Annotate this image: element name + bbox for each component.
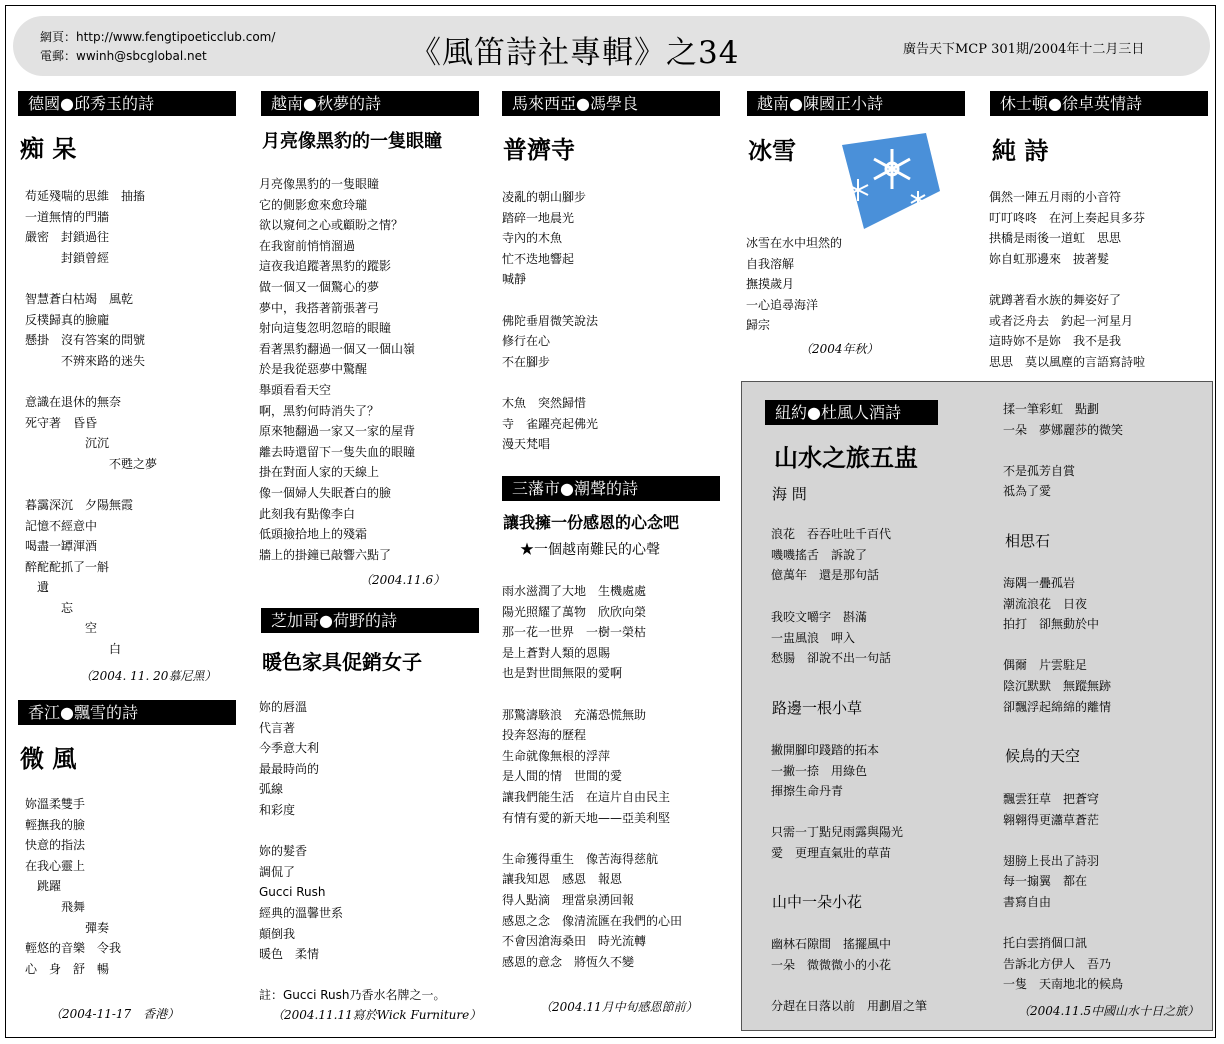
- poem-line: 智慧蒼白枯竭 風乾: [25, 291, 134, 306]
- poem-line: 漫天梵唱: [502, 437, 551, 452]
- poem-body: [746, 233, 842, 336]
- poem-line: 也是對世間無限的愛啊: [502, 666, 623, 681]
- poem-line: 此刻我有點像李白: [259, 506, 356, 521]
- poem-line: 寺 雀躍亮起佛光: [502, 416, 599, 431]
- poet-tag: 紐約●杜風人酒詩: [765, 400, 938, 425]
- poem-body: [502, 187, 598, 455]
- poem-line: 一盅風浪 呷入: [771, 630, 856, 645]
- poet-tag: 香江●飄雪的詩: [18, 700, 236, 725]
- snowflake-illustration: [834, 131, 942, 231]
- poem-line: 歸宗: [746, 318, 771, 333]
- poem-line: [1003, 440, 1123, 461]
- poem-line: 或者泛舟去 釣起一河星月: [989, 313, 1134, 328]
- section-heading: 山中一朵小花: [772, 893, 863, 911]
- poem-date: （2004年秋）: [800, 342, 879, 356]
- poem-line: 最最時尚的: [259, 761, 320, 776]
- poem-line: 修行在心: [502, 334, 551, 349]
- poem-line: 偶然一陣五月雨的小音符: [989, 190, 1122, 204]
- poem-line: 讓我們能生活 在這片自由民主: [502, 789, 671, 804]
- poem-line: 苟延殘喘的思維 抽搐: [25, 189, 146, 203]
- poem-date: （2004-11-17 香港）: [50, 1007, 180, 1021]
- poem-line: 愛 更理直氣壯的草苗: [771, 845, 892, 860]
- poem-line: 托白雲捎個口訊: [1003, 936, 1088, 951]
- poem-line: 海隅一疊孤岩: [1003, 576, 1076, 590]
- poem-line: 顛倒我: [259, 926, 296, 941]
- poem-line: 一道無情的門牆: [25, 209, 110, 224]
- poem-line: 我咬文嚼字 斟滿: [771, 610, 868, 624]
- poem-line: 飄雲狂草 把蒼穹: [1003, 792, 1100, 806]
- poem-line: 牆上的掛鐘已敲響六點了: [259, 547, 392, 562]
- section-heading: 相思石: [1005, 532, 1051, 550]
- poem-line: 翅膀上長出了詩羽: [1003, 853, 1100, 868]
- poem-body: [1003, 789, 1123, 995]
- poem-line: 這夜我追蹤著黑豹的蹤影: [259, 259, 392, 274]
- poem-line: 得人點滴 理當泉湧回報: [502, 892, 635, 907]
- poem-line: 不會因滄海桑田 時光流轉: [502, 934, 647, 949]
- section-heading: 海 問: [772, 485, 807, 503]
- poem-line: 妳的唇溫: [259, 700, 308, 714]
- poem-line: 一心追尋海洋: [746, 297, 819, 312]
- poem-line: 輕悠的音樂 令我: [25, 941, 122, 956]
- poem-line: 告訴北方伊人 吾乃: [1003, 956, 1112, 971]
- poem-subtitle: ★一個越南難民的心聲: [520, 542, 660, 558]
- poet-tag: 休士頓●徐卓英情詩: [990, 91, 1208, 116]
- poet-tag: 馬來西亞●馮學良: [502, 91, 720, 116]
- poem-line: 是上蒼對人類的恩賜: [502, 645, 611, 660]
- poem-body: [1003, 573, 1111, 717]
- poem-title: 微 風: [20, 744, 77, 773]
- poem-body: [771, 740, 903, 864]
- poem-line: [1003, 830, 1123, 851]
- poem-line: 像一個婦人失眠蒼白的臉: [259, 485, 392, 500]
- poem-line: [989, 269, 1145, 290]
- poem-line: 今季意大利: [259, 741, 320, 756]
- section-heading: 候鳥的天空: [1005, 747, 1081, 765]
- poem-line: [502, 684, 682, 705]
- poem-line: 凌亂的朝山腳步: [502, 190, 587, 204]
- poem-line: 它的側影愈來愈玲瓏: [259, 197, 368, 212]
- poem-line: 心 身 舒 暢: [25, 961, 110, 976]
- poem-line: 代言著: [259, 720, 296, 735]
- poem-line: 分趕在日落以前 用劃眉之筆: [771, 998, 928, 1013]
- poem-line: 是人間的情 世間的愛: [502, 769, 623, 784]
- poem-line: 做一個又一個驚心的夢: [259, 279, 380, 294]
- poem-line: 弧線: [259, 782, 284, 797]
- email-text[interactable]: 電郵：wwinh@sbcglobal.net: [40, 49, 207, 63]
- poem-body: [502, 581, 682, 972]
- poem-line: 那一花一世界 一樹一榮枯: [502, 625, 647, 640]
- poem-date: （2004. 11. 20慕尼黑）: [80, 669, 217, 683]
- poem-line: 感恩之念 像清流匯在我們的心田: [502, 913, 683, 928]
- poem-line: 白: [25, 642, 122, 657]
- poem-line: 妳的髮香: [259, 844, 308, 859]
- poem-line: 這時妳不是妳 我不是我: [989, 334, 1122, 349]
- poem-line: 妳溫柔雙手: [25, 797, 86, 811]
- poem-line: 調侃了: [259, 864, 296, 879]
- poem-line: Gucci Rush: [259, 885, 326, 900]
- poem-line: 那驚濤駭浪 充滿恐慌無助: [502, 707, 647, 722]
- poem-line: 自我溶解: [746, 256, 795, 271]
- poem-line: [502, 828, 682, 849]
- contact-info: [40, 28, 275, 66]
- poem-line: 於是我從惡夢中驚醒: [259, 362, 368, 377]
- poem-line: 踏碎一地晨光: [502, 210, 575, 225]
- poem-line: [771, 802, 903, 823]
- poem-line: 書寫自由: [1003, 894, 1052, 909]
- poem-title: 普濟寺: [503, 135, 575, 164]
- poem-line: [25, 268, 157, 289]
- poem-line: 一朵 微微微小的小花: [771, 957, 892, 972]
- poem-line: 反樸歸真的臉龐: [25, 312, 110, 327]
- poem-line: 喝盡一罈渾酒: [25, 539, 98, 554]
- poem-line: 揮擦生命丹青: [771, 784, 844, 799]
- poem-line: [259, 965, 446, 986]
- poem-line: [25, 371, 157, 392]
- poem-line: 浪花 吞吞吐吐千百代: [771, 527, 892, 541]
- poem-body: [771, 934, 927, 1016]
- poem-line: 不甦之夢: [25, 456, 158, 471]
- poem-line: 偶爾 片雲駐足: [1003, 658, 1088, 673]
- poem-line: 木魚 突然歸惜: [502, 395, 587, 410]
- poem-line: [502, 372, 598, 393]
- poem-line: 遺: [25, 580, 50, 595]
- poem-line: 一隻 天南地北的候鳥: [1003, 977, 1124, 992]
- poem-line: 忘: [25, 600, 74, 615]
- poem-line: 卻飄浮起綿綿的離情: [1003, 699, 1112, 714]
- poem-line: 經典的溫馨世系: [259, 905, 344, 920]
- poem-line: [1003, 635, 1111, 656]
- poem-title: 月亮像黑豹的一隻眼瞳: [262, 131, 442, 152]
- poet-tag: 芝加哥●荷野的詩: [261, 608, 479, 633]
- poem-line: 寺內的木魚: [502, 231, 563, 246]
- poem-date: （2004.11.6）: [360, 573, 446, 587]
- poem-date: （2004.11.5中國山水十日之旅）: [1018, 1004, 1200, 1018]
- poem-line: 祗為了愛: [1003, 484, 1052, 499]
- poem-line: 射向這隻忽明忽暗的眼瞳: [259, 321, 392, 336]
- poem-body: [259, 174, 415, 565]
- poem-body: [259, 697, 446, 1006]
- poem-line: 意識在退休的無奈: [25, 394, 122, 409]
- poet-tag: 德國●邱秀玉的詩: [18, 91, 236, 116]
- poem-line: 嘰嘰搖舌 訴說了: [771, 547, 868, 562]
- poem-line: 翱翱得更瀟草蒼茫: [1003, 812, 1100, 827]
- poem-line: 舉頭看看天空: [259, 382, 332, 397]
- poem-title: 暖色家具促銷女子: [262, 650, 422, 674]
- poem-line: 生命獲得重生 像苦海得慈航: [502, 851, 659, 866]
- poem-line: 只需一丁點兒雨露與陽光: [771, 825, 904, 840]
- poet-tag: 三藩市●潮聲的詩: [502, 476, 720, 501]
- poem-title: 痴 呆: [20, 134, 77, 163]
- poem-line: 撫摸歲月: [746, 277, 795, 292]
- website-text[interactable]: 網頁：http://www.fengtipoeticclub.com/: [40, 30, 276, 44]
- poem-date: （2004.11.11寫於Wick Furniture）: [272, 1008, 482, 1022]
- poem-line: 一朵 夢娜麗莎的微笑: [1003, 422, 1124, 437]
- poem-line: 看著黑豹翻過一個又一個山嶺: [259, 341, 416, 356]
- poet-tag: 越南●陳國正小詩: [747, 91, 965, 116]
- poem-line: 啊，黑豹何時消失了？: [259, 403, 380, 418]
- poem-body: [1003, 399, 1123, 502]
- poem-line: 懸掛 沒有答案的問號: [25, 333, 146, 348]
- poem-line: 拱橋是雨後一道虹 思思: [989, 231, 1122, 246]
- poem-title: 讓我擁一份感恩的心念吧: [503, 513, 680, 532]
- poem-line: 醉酡酡抓了一斛: [25, 559, 110, 574]
- poem-line: [502, 290, 598, 311]
- poem-line: 暖色 柔情: [259, 947, 320, 962]
- poem-line: 陰沉默默 無蹤無跡: [1003, 678, 1112, 693]
- poem-line: 離去時還留下一隻失血的眼瞳: [259, 444, 416, 459]
- poem-line: 快意的指法: [25, 838, 86, 853]
- poem-line: 潮流浪花 日夜: [1003, 596, 1088, 611]
- poem-line: [259, 821, 446, 842]
- poem-body: [25, 186, 157, 660]
- poem-body: [25, 794, 121, 979]
- poem-line: 飛舞: [25, 899, 86, 914]
- poem-line: 在我心靈上: [25, 858, 86, 873]
- poem-line: 讓我知恩 感恩 報恩: [502, 872, 623, 887]
- poem-body: [771, 607, 891, 669]
- poem-line: 幽林石隙間 搖擺風中: [771, 937, 892, 951]
- poem-line: 撇開腳印踐踏的拓本: [771, 743, 880, 757]
- poem-line: 妳自虹那邊來 披著髮: [989, 251, 1110, 266]
- poem-line: 在我窗前悄悄溜過: [259, 238, 356, 253]
- poem-body: [771, 524, 891, 586]
- issue-info: 廣告天下MCP 301期/2004年十二月三日: [903, 42, 1145, 57]
- poem-title: 山水之旅五盅: [774, 443, 918, 472]
- poem-line: 雨水滋潤了大地 生機處處: [502, 584, 647, 598]
- section-heading: 路邊一根小草: [772, 699, 863, 717]
- poem-line: 就蹲著看水族的舞姿好了: [989, 292, 1122, 307]
- poem-body: [989, 187, 1145, 372]
- poem-line: 一撇一捺 用綠色: [771, 763, 868, 778]
- poem-title: 冰雪: [748, 136, 796, 165]
- poem-line: 投奔怒海的歷程: [502, 728, 587, 743]
- poem-line: 冰雪在水中坦然的: [746, 236, 843, 250]
- poem-line: 有情有愛的新天地——亞美利堅: [502, 810, 671, 825]
- poem-line: 叮叮咚咚 在河上奏起貝多芬: [989, 210, 1146, 225]
- poem-line: [1003, 913, 1123, 934]
- poem-line: 彈奏: [25, 920, 110, 935]
- poem-line: 嚴密 封鎖過往: [25, 230, 110, 245]
- poem-title: 純 詩: [992, 136, 1049, 165]
- page-title: 《風笛詩社專輯》之34: [410, 35, 740, 71]
- poem-line: 欲以窺伺之心或顧盼之情？: [259, 218, 404, 233]
- poem-line: 每一搧翼 都在: [1003, 874, 1088, 889]
- poem-line: 思思 莫以風塵的言語寫詩啦: [989, 354, 1146, 369]
- poem-line: 死守著 昏昏: [25, 415, 98, 430]
- poem-line: 跳躍: [25, 879, 62, 894]
- poem-line: 註：Gucci Rush乃香水名牌之一。: [259, 988, 446, 1003]
- poem-line: 低頭撿拾地上的殘霜: [259, 527, 368, 542]
- poem-line: 喊靜: [502, 272, 527, 287]
- poem-line: 和彩度: [259, 802, 296, 817]
- poem-line: 愁腸 卻說不出一句話: [771, 651, 892, 666]
- poem-line: 原來牠翻過一家又一家的屋背: [259, 424, 416, 439]
- poem-line: 生命就像無根的浮萍: [502, 748, 611, 763]
- poet-tag: 越南●秋夢的詩: [261, 91, 479, 116]
- poem-line: 空: [25, 621, 98, 636]
- poem-line: 億萬年 還是那句話: [771, 568, 880, 583]
- poem-line: 封鎖曾經: [25, 250, 110, 265]
- poem-line: 佛陀垂眉微笑說法: [502, 313, 599, 328]
- poem-line: 忙不迭地響起: [502, 251, 575, 266]
- poem-line: 不在腳步: [502, 354, 551, 369]
- poem-date: （2004.11月中旬感恩節前）: [540, 1000, 698, 1014]
- poem-line: 拍打 卻無動於中: [1003, 617, 1100, 632]
- poem-line: 暮靄深沉 夕陽無霞: [25, 497, 134, 512]
- poem-line: 不辨來路的迷失: [25, 353, 146, 368]
- poem-line: 揉一筆彩虹 點劃: [1003, 402, 1100, 416]
- poem-line: 月亮像黑豹的一隻眼瞳: [259, 177, 380, 191]
- poem-line: [25, 474, 157, 495]
- poem-line: [771, 975, 927, 996]
- poem-line: 陽光照耀了萬物 欣欣向榮: [502, 604, 647, 619]
- poem-line: 記憶不經意中: [25, 518, 98, 533]
- poem-line: 掛在對面人家的天線上: [259, 465, 380, 480]
- poem-line: 輕撫我的臉: [25, 817, 86, 832]
- poem-line: 不是孤芳自賞: [1003, 463, 1076, 478]
- poem-line: 沉沉: [25, 436, 110, 451]
- poem-line: 感恩的意念 將恆久不變: [502, 954, 635, 969]
- poem-line: 夢中，我搭著箭張著弓: [259, 300, 380, 315]
